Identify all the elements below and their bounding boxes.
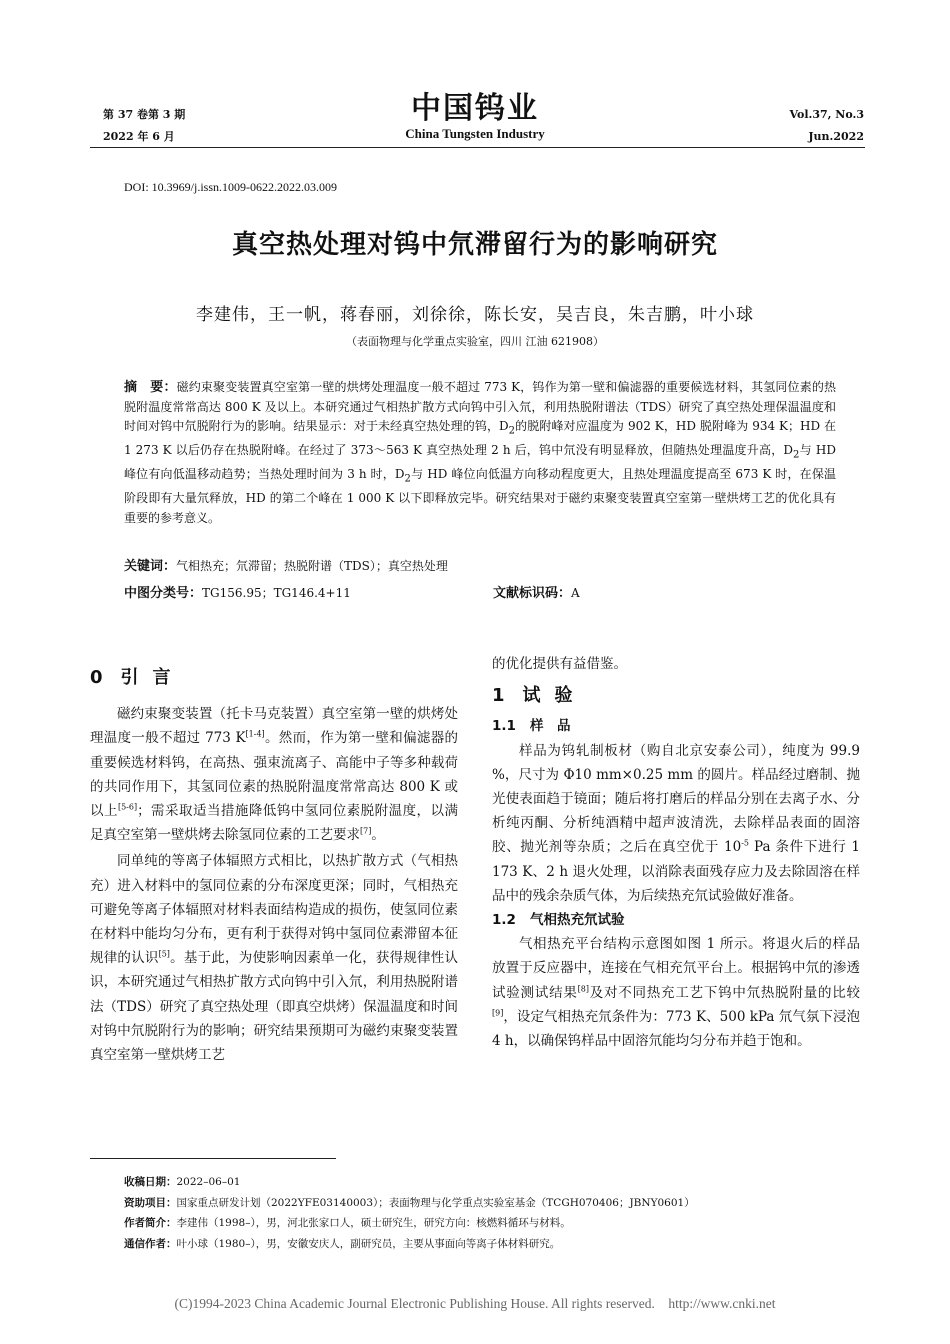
subsection-number: 1.2: [492, 912, 516, 929]
doc-code-text: A: [571, 586, 580, 600]
section-heading-intro: [90, 666, 458, 690]
journal-masthead: [375, 92, 575, 142]
abstract-text: 与 HD 峰位向低温方向移动程度更大，且热处理温度提高至 673 K 时，在保温阶段即有大量氘释放，HD 的第二个峰在 1 000 K 以下即释放完毕。研究结果对于磁约束聚变装置真空室第一壁烘烤工艺的优化具有重要的参考意义。: [124, 467, 836, 525]
citation: [1-4]: [245, 729, 265, 739]
footnote-corresponding: 通信作者：叶小球（1980–），男，安徽安庆人，副研究员，主要从事面向等离子体材料研究。: [124, 1237, 561, 1250]
doi: DOI: 10.3969/j.issn.1009-0622.2022.03.009: [124, 180, 337, 194]
abstract-text: 磁约束聚变装置真空室第一壁的烘烤处理温度一般不超过 773 K，钨作为第一壁和偏滤器的重要候选材料，其氢同位素的热脱附温度常常高达 800 K 及以上。本研究通过气相热扩散方式向钨中引入氘，利用热脱附谱法（TDS）研究了真空热处理保温温度和时间对钨中氘脱附行为的影响。结果显示：对于未经真空热处理的钨，D: [124, 380, 836, 434]
footnote-received: 收稿日期：2022–06–01: [124, 1176, 241, 1188]
section-title: 试验: [522, 685, 587, 707]
citation: [9]: [492, 1008, 504, 1018]
clc-text: TG156.95；TG146.4+11: [202, 586, 351, 600]
abstract-label: 摘 要：: [124, 380, 177, 395]
charging-paragraph: 气相热充平台结构示意图如图 1 所示。将退火后的样品放置于反应器中，连接在气相充氘平台上。根据钨中氘的渗透试验测试结果[8]及对不同热充工艺下钨中氘热脱附量的比较[9]，设定气相热充氘条件为：773 K、500 kPa 氘气氛下浸泡 4 h，以确保钨样品中固溶氘能均匀分布并趋于饱和。: [492, 936, 861, 1050]
abstract-text: 的脱附峰对应温度为 902 K，HD 脱附峰为 934 K；HD 在 1 273 K 以后仍存在热脱附峰。在经过了 373～563 K 真空热处理 2 h 后，钨中氘没有明显释放，但随热处理温度升高，D: [124, 419, 836, 458]
keywords: [124, 556, 836, 577]
subscript: 2: [793, 449, 800, 461]
subsection-title: 样 品: [530, 718, 571, 735]
subscript: 2: [508, 425, 516, 437]
header-rule: [90, 147, 865, 148]
doc-code-label: 文献标识码：: [493, 586, 572, 601]
header-left: [103, 104, 185, 148]
section-number: 1: [492, 685, 505, 707]
clc-label: 中图分类号：: [124, 586, 203, 601]
volume-issue: 第 37 卷第 3 期: [103, 108, 186, 121]
right-column: [492, 652, 860, 1053]
journal-logo: 中国钨业: [411, 91, 539, 126]
subscript: 2: [404, 473, 411, 485]
left-column: [90, 666, 458, 1067]
author-list: 李建伟，王一帆，蒋春丽，刘徐徐，陈长安，吴吉良，朱吉鹏，叶小球: [196, 305, 754, 325]
issue-date: 2022 年 6 月: [103, 130, 175, 143]
abstract-text: 与 HD 峰位有向低温移动趋势；当热处理时间为 3 h 时，D: [124, 443, 836, 482]
section-heading-experiment: [492, 684, 860, 708]
footnote-author: 作者简介：李建伟（1998–），男，河北张家口人，硕士研究生，研究方向：核燃料循环与材料。: [124, 1217, 571, 1229]
keywords-label: 关键词：: [124, 559, 177, 574]
citation: [8]: [577, 984, 589, 994]
date-en: Jun.2022: [808, 130, 864, 143]
subsection-number: 1.1: [492, 718, 516, 735]
footnote-rule: [90, 1158, 336, 1159]
document-code: [493, 582, 580, 601]
journal-name-en: China Tungsten Industry: [405, 126, 545, 141]
subsection-heading-sample: [492, 714, 860, 738]
footnote-funding: 资助项目：国家重点研发计划（2022YFE03140003）；表面物理与化学重点实验室基金（TCGH070406；JBNY0601）: [124, 1196, 695, 1209]
paper-title: 真空热处理对钨中氘滞留行为的影响研究: [231, 230, 718, 260]
citation: [7]: [360, 826, 372, 836]
citation: [5-6]: [117, 802, 138, 812]
subsection-title: 气相热充氘试验: [530, 912, 625, 929]
section-title: 引言: [120, 667, 185, 688]
intro-paragraph-2: 同单纯的等离子体辐照方式相比，以热扩散方式（气相热充）进入材料中的氢同位素的分布深度更深；同时，气相热充可避免等离子体辐照对材料表面结构造成的损伤，使氢同位素在材料中能均匀分布，更有利于获得对钨中氢同位素滞留本征规律的认识[5]。基于此，为使影响因素单一化，获得规律性认识，本研究通过气相热扩散方式向钨中引入氘，利用热脱附谱法（TDS）研究了真空热处理（即真空烘烤）保温温度和时间对钨中氘脱附行为的影响；研究结果预期可为磁约束聚变装置真空室第一壁烘烤工艺: [90, 853, 459, 1064]
footnotes: [124, 1172, 695, 1254]
abstract: [124, 378, 836, 528]
keywords-text: 气相热充；氘滞留；热脱附谱（TDS）；真空热处理: [176, 559, 448, 573]
volume-en: Vol.37, No.3: [789, 108, 864, 121]
affiliation: （表面物理与化学重点实验室，四川 江油 621908）: [346, 335, 604, 348]
section-number: 0: [90, 667, 103, 688]
continued-text: 的优化提供有益借鉴。: [492, 656, 627, 672]
superscript: -5: [741, 838, 749, 848]
sample-paragraph: 样品为钨轧制板材（购自北京安泰公司），纯度为 99.9 %，尺寸为 Φ10 mm×0.25 mm 的圆片。样品经过磨制、抛光使表面趋于镜面；随后将打磨后的样品分别在去离子水、分析纯丙酮、分析纯酒精中超声波清洗，去除样品表面的固溶胶、抛光剂等杂质；之后在真空优于 $10^{-5}$ Pa 条件下进行 1 173 K、2 h 退火处理，以消除表面残存应力及去除固溶在样品中的残余杂质气体，为后续热充氘试验做好准备。: [492, 742, 860, 904]
clc-number: [124, 582, 351, 601]
copyright-notice: (C)1994-2023 China Academic Journal Electronic Publishing House. All rights reserved. http://www.cnki.net: [174, 1296, 776, 1311]
citation: [5]: [158, 949, 170, 959]
header-right: [789, 104, 864, 148]
subsection-heading-charging: [492, 908, 860, 932]
intro-paragraph-1: 磁约束聚变装置（托卡马克装置）真空室第一壁的烘烤处理温度一般不超过 773 K[1-4]。然而，作为第一壁和偏滤器的重要候选材料钨，在高热、强束流离子、高能中子等多种载荷的共同作用下，其氢同位素的热脱附温度常常高达 800 K 或以上[5-6]；需采取适当措施降低钨中氢同位素脱附温度，以满足真空室第一壁烘烤去除氢同位素的工艺要求[7]。: [90, 706, 459, 844]
